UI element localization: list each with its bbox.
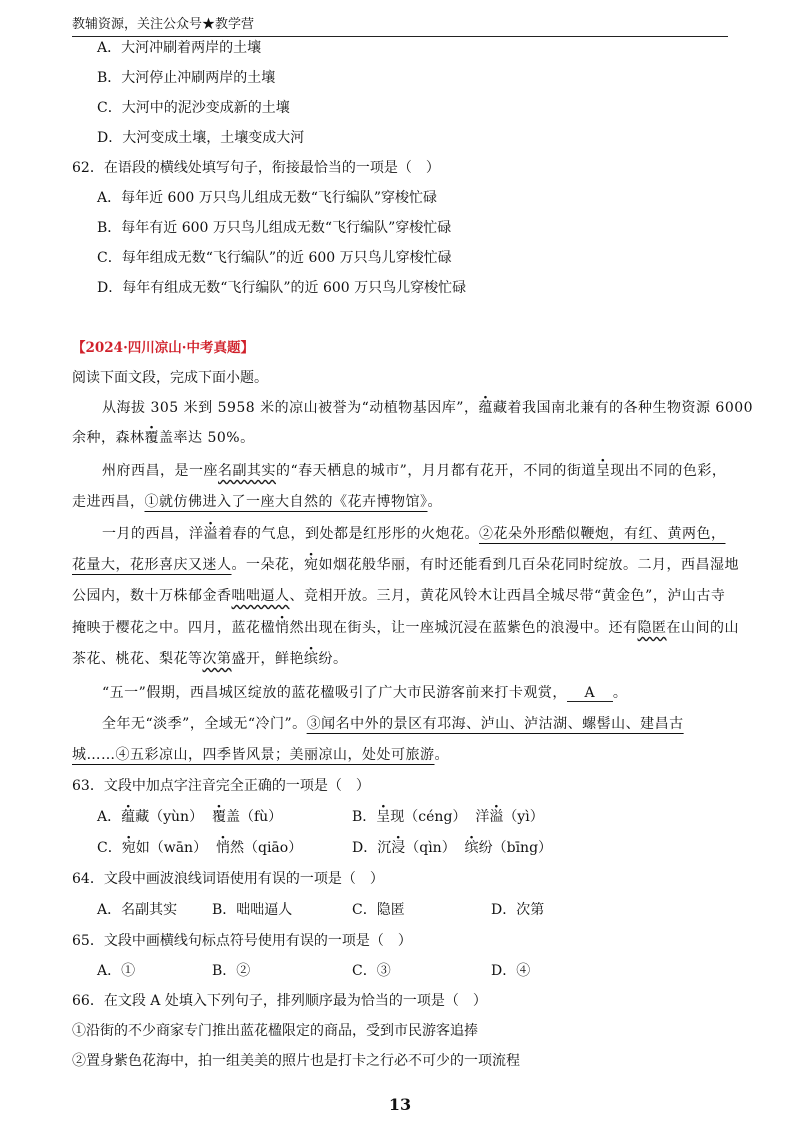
dotted-char: 悄 bbox=[275, 620, 290, 636]
dotted-char: 缤 bbox=[304, 651, 319, 667]
dotted-char: 覆 bbox=[144, 430, 159, 446]
dotted-char: 蕴 bbox=[478, 400, 493, 416]
passage-p1-line1: 从海拔 305 米到 5958 米的凉山被誉为“动植物基因库”，蕴藏着我国南北兼有的各种生物资源 6000 bbox=[102, 400, 754, 416]
dotted-char: 宛 bbox=[304, 557, 319, 573]
passage-p4: “五一”假期，西昌城区绽放的蓝花楹吸引了广大市民游客前来打卡观赏， A 。 bbox=[102, 685, 628, 701]
dotted-char: 溢 bbox=[203, 526, 218, 542]
q63-option-a: A．蕴藏（yùn） 覆盖（fù） bbox=[97, 809, 283, 825]
passage-p2-line2: 走进西昌，①就仿佛进入了一座大自然的《花卉博物馆》。 bbox=[72, 494, 442, 510]
passage-p3-line3: 公园内，数十万株郁金香咄咄逼人、竞相开放。三月，黄花风铃木让西昌全城尽带“黄金色”，泸山古寺 bbox=[72, 588, 726, 604]
q62-stem: 62．在语段的横线处填写句子，衔接最恰当的一项是（ ） bbox=[72, 160, 440, 176]
wavy-term: 咄咄逼人 bbox=[231, 588, 290, 604]
passage-p3-line2: 花量大，花形喜庆又迷人。一朵花，宛如烟花般华丽，有时还能看到几百朵花同时绽放。二月，西昌湿地 bbox=[72, 557, 739, 573]
q64-stem: 64．文段中画波浪线词语使用有误的一项是（ ） bbox=[72, 871, 384, 887]
blank-a: A bbox=[567, 685, 613, 702]
q61-option-c: C．大河中的泥沙变成新的土壤 bbox=[97, 100, 290, 116]
q63-stem: 63．文段中加点字注音完全正确的一项是（ ） bbox=[72, 778, 370, 794]
dotted-char: 缤 bbox=[464, 840, 479, 856]
dotted-char: 宛 bbox=[121, 840, 136, 856]
q65-option-a: A．① bbox=[97, 963, 136, 979]
reading-instruction: 阅读下面文段，完成下面小题。 bbox=[72, 370, 268, 386]
q66-item-1: ①沿街的不少商家专门推出蓝花楹限定的商品，受到市民游客追捧 bbox=[72, 1023, 478, 1039]
underlined-sentence: ①就仿佛进入了一座大自然的《花卉博物馆》 bbox=[144, 494, 428, 510]
q62-option-d: D．每年有组成无数“飞行编队”的近 600 万只鸟儿穿梭忙碌 bbox=[97, 280, 467, 296]
q64-option-b: B．咄咄逼人 bbox=[212, 902, 293, 918]
dotted-char: 覆 bbox=[211, 809, 226, 825]
wavy-term: 隐匿 bbox=[637, 620, 667, 636]
dotted-char: 溢 bbox=[489, 809, 504, 825]
q64-option-c: C．隐匿 bbox=[352, 902, 405, 918]
passage-p3-line1: 一月的西昌，洋溢着春的气息，到处都是红彤彤的火炮花。②花朵外形酷似鞭炮，有红、黄两色， bbox=[102, 526, 726, 542]
q66-stem: 66．在文段 A 处填入下列句子，排列顺序最为恰当的一项是（ ） bbox=[72, 993, 487, 1009]
q63-option-b: B．呈现（céng） 洋溢（yì） bbox=[352, 809, 544, 825]
dotted-char: 呈 bbox=[376, 809, 391, 825]
q63-option-d: D．沉浸（qìn） 缤纷（bīng） bbox=[352, 840, 553, 856]
q61-option-b: B．大河停止冲刷两岸的土壤 bbox=[97, 70, 276, 86]
underlined-sentence: ③闻名中外的景区有邛海、泸山、泸沽湖、螺髻山、建昌古 bbox=[306, 716, 684, 732]
wavy-term: 名副其实 bbox=[218, 463, 276, 479]
dotted-char: 蕴 bbox=[121, 809, 136, 825]
dotted-char: 浸 bbox=[391, 840, 406, 856]
page-header: 教辅资源，关注公众号★教学营 bbox=[72, 14, 728, 37]
q65-option-d: D．④ bbox=[491, 963, 531, 979]
wavy-term: 次第 bbox=[202, 651, 232, 667]
passage-p3-line5: 茶花、桃花、梨花等次第盛开，鲜艳缤纷。 bbox=[72, 651, 348, 667]
underlined-sentence: 花量大，花形喜庆又迷人 bbox=[72, 557, 232, 573]
q65-option-b: B．② bbox=[212, 963, 251, 979]
q61-option-a: A．大河冲刷着两岸的土壤 bbox=[97, 40, 262, 56]
q61-option-d: D．大河变成土壤，土壤变成大河 bbox=[97, 130, 305, 146]
q65-stem: 65．文段中画横线句标点符号使用有误的一项是（ ） bbox=[72, 933, 412, 949]
q62-option-b: B．每年有近 600 万只鸟儿组成无数“飞行编队”穿梭忙碌 bbox=[97, 220, 452, 236]
passage-p2-line1: 州府西昌，是一座名副其实的“春天栖息的城市”，月月都有花开，不同的街道呈现出不同的色彩， bbox=[102, 463, 727, 479]
page-number: 13 bbox=[388, 1095, 412, 1114]
passage-p5-line1: 全年无“淡季”，全域无“冷门”。③闻名中外的景区有邛海、泸山、泸沽湖、螺髻山、建昌古 bbox=[102, 716, 684, 732]
dotted-char: 呈 bbox=[595, 463, 611, 479]
source-tag: 【2024·四川凉山·中考真题】 bbox=[72, 340, 254, 356]
q64-option-a: A．名副其实 bbox=[97, 902, 178, 918]
passage-p3-line4: 掩映于樱花之中。四月，蓝花楹悄然出现在街头，让一座城沉浸在蓝紫色的浪漫中。还有隐匿在山间的山 bbox=[72, 620, 739, 636]
q63-option-c: C．宛如（wān） 悄然（qiāo） bbox=[97, 840, 303, 856]
underlined-sentence: ②花朵外形酷似鞭炮，有红、黄两色， bbox=[479, 526, 726, 542]
passage-p1-line2: 余种，森林覆盖率达 50%。 bbox=[72, 430, 255, 446]
underlined-sentence: ④五彩凉山，四季皆风景；美丽凉山，处处可旅游 bbox=[115, 747, 435, 763]
q65-option-c: C．③ bbox=[352, 963, 391, 979]
underlined-sentence: 城…… bbox=[72, 747, 116, 763]
q66-item-2: ②置身紫色花海中，拍一组美美的照片也是打卡之行必不可少的一项流程 bbox=[72, 1053, 520, 1069]
dotted-char: 悄 bbox=[215, 840, 230, 856]
q62-option-a: A．每年近 600 万只鸟儿组成无数“飞行编队”穿梭忙碌 bbox=[97, 190, 438, 206]
passage-p5-line2: 城……④五彩凉山，四季皆风景；美丽凉山，处处可旅游。 bbox=[72, 747, 449, 763]
q62-option-c: C．每年组成无数“飞行编队”的近 600 万只鸟儿穿梭忙碌 bbox=[97, 250, 452, 266]
q64-option-d: D．次第 bbox=[491, 902, 545, 918]
